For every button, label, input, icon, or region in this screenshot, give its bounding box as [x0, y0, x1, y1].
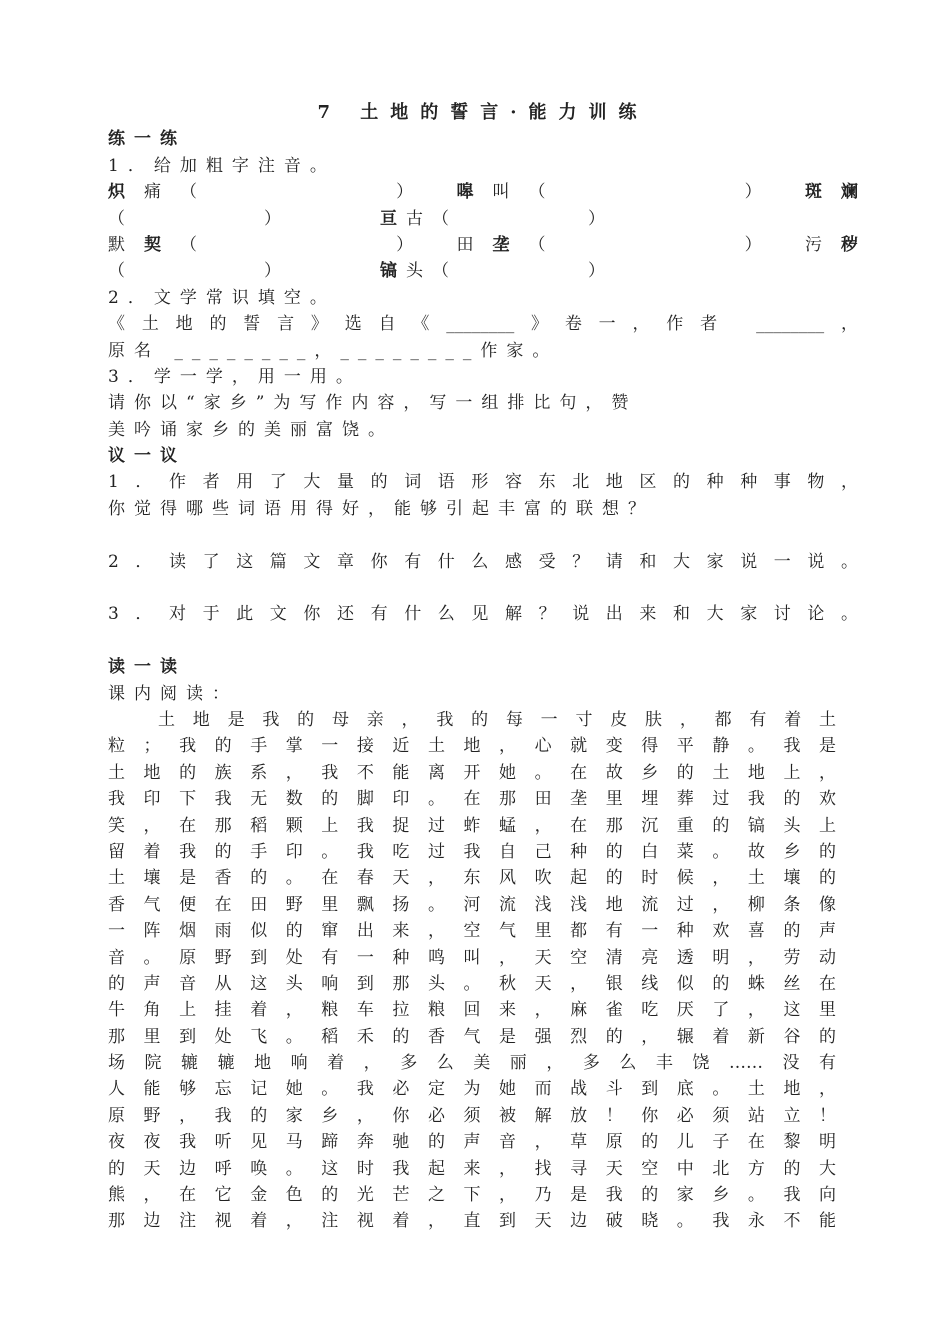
- pinyin-row-3: [108, 232, 858, 258]
- pinyin-row-1: [108, 179, 858, 205]
- answer-parens: （ ）: [108, 208, 290, 229]
- char-text: 默: [108, 234, 145, 255]
- char-text: 痛（ ）: [144, 182, 433, 203]
- passage-line: 那里到处飞。稻禾的香气是强烈的，辗着新谷的: [108, 1026, 836, 1047]
- bold-char: 亘: [380, 208, 406, 229]
- char-text: 田: [456, 234, 493, 255]
- passage-line: 我印下我无数的脚印。在那田垄里埋葬过我的欢: [108, 789, 836, 810]
- passage-line: 牛角上挂着，粮车拉粮回来，麻雀吃厌了，这里: [108, 1000, 836, 1021]
- passage-line: 一阵烟雨似的窜出来，空气里都有一种欢喜的声: [108, 921, 836, 942]
- reading-passage: [108, 707, 836, 1235]
- question-2-label: 2．文学常识填空。: [108, 287, 336, 308]
- pinyin-row-4: [108, 258, 858, 284]
- question-3-line-1: 请你以“家乡”为写作内容，写一组排比句，赞: [108, 393, 638, 414]
- bold-char: 斑斓: [805, 182, 858, 203]
- document-page: [108, 100, 858, 1235]
- section-heading-practice: 练一练: [108, 129, 186, 150]
- passage-line: 的声音从这头响到那头。秋天，银线似的蛛丝在: [108, 973, 836, 994]
- bold-char: 炽: [108, 182, 145, 203]
- passage-line: 留着我的手印。我吃过我自己种的白菜。故乡的: [108, 841, 836, 862]
- discuss-question-1-line-2: 你觉得哪些词语用得好，能够引起丰富的联想？: [108, 498, 654, 519]
- passage-line: 土地是我的母亲，我的每一寸皮肤，都有着土: [158, 709, 836, 730]
- passage-line: 粒；我的手掌一接近土地，心就变得平静。我是: [108, 736, 836, 757]
- discuss-question-3: 3．对于此文你还有什么见解？说出来和大家讨论。: [108, 604, 858, 625]
- question-2-line-2: 原名 ________，________作家。: [108, 340, 559, 361]
- passage-line: 原野，我的家乡，你必须被解放！你必须站立！: [108, 1105, 836, 1126]
- passage-line: 香气便在田野里飘扬。河流浅浅地流过，柳条像: [108, 894, 836, 915]
- section-heading-read: 读一读: [108, 657, 186, 678]
- passage-line: 土地的族系，我不能离开她。在故乡的土地上，: [108, 762, 836, 783]
- reading-subtitle: 课内阅读：: [108, 683, 238, 704]
- char-text: （ ）: [528, 234, 781, 255]
- char-text: 叫（ ）: [492, 182, 781, 203]
- passage-line: 的天边呼唤。这时我起来，找寻天空中北方的大: [108, 1158, 836, 1179]
- bold-char: 垄: [492, 234, 529, 255]
- question-1-label: 1．给加粗字注音。: [108, 155, 336, 176]
- discuss-question-1-line-1: 1．作者用了大量的词语形容东北地区的种种事物，: [108, 472, 858, 493]
- discuss-question-2: 2．读了这篇文章你有什么感受？请和大家说一说。: [108, 551, 858, 572]
- passage-line: 夜夜我听见马蹄奔驰的声音，草原的儿子在黎明: [108, 1132, 836, 1153]
- passage-line: 人能够忘记她。我必定为她而战斗到底。土地，: [108, 1079, 836, 1100]
- passage-line: 笑，在那稻颗上我捉过蚱蜢，在那沉重的镐头上: [108, 815, 836, 836]
- passage-line: 场院辘辘地响着，多么美丽，多么丰饶……没有: [108, 1053, 836, 1074]
- bold-char: 镐: [380, 261, 406, 282]
- pinyin-row-2: [108, 206, 858, 232]
- char-text: 污: [805, 234, 842, 255]
- bold-char: 嗥: [456, 182, 493, 203]
- char-text: 头（ ）: [406, 261, 614, 282]
- passage-line: 土壤是香的。在春天，东风吹起的时候，土壤的: [108, 868, 836, 889]
- char-text: 古（ ）: [406, 208, 614, 229]
- question-3-label: 3．学一学，用一用。: [108, 366, 362, 387]
- char-text: （ ）: [180, 234, 433, 255]
- section-heading-discuss: 议一议: [108, 446, 186, 467]
- page-title: 7 土地的誓言·能力训练: [317, 102, 649, 123]
- question-3-line-2: 美吟诵家乡的美丽富饶。: [108, 419, 394, 440]
- bold-char: 契: [144, 234, 181, 255]
- passage-line: 熊，在它金色的光芒之下，乃是我的家乡。我向: [108, 1185, 836, 1206]
- answer-parens: （ ）: [108, 261, 290, 282]
- passage-line: 那边注视着，注视着，直到天边破晓。我永不能: [108, 1211, 836, 1232]
- passage-line: 音。原野到处有一种鸣叫，天空清亮透明，劳动: [108, 947, 836, 968]
- bold-char: 秽: [841, 234, 858, 255]
- question-2-line-1: 《土地的誓言》选自《________》卷一，作者 ________，: [108, 314, 858, 335]
